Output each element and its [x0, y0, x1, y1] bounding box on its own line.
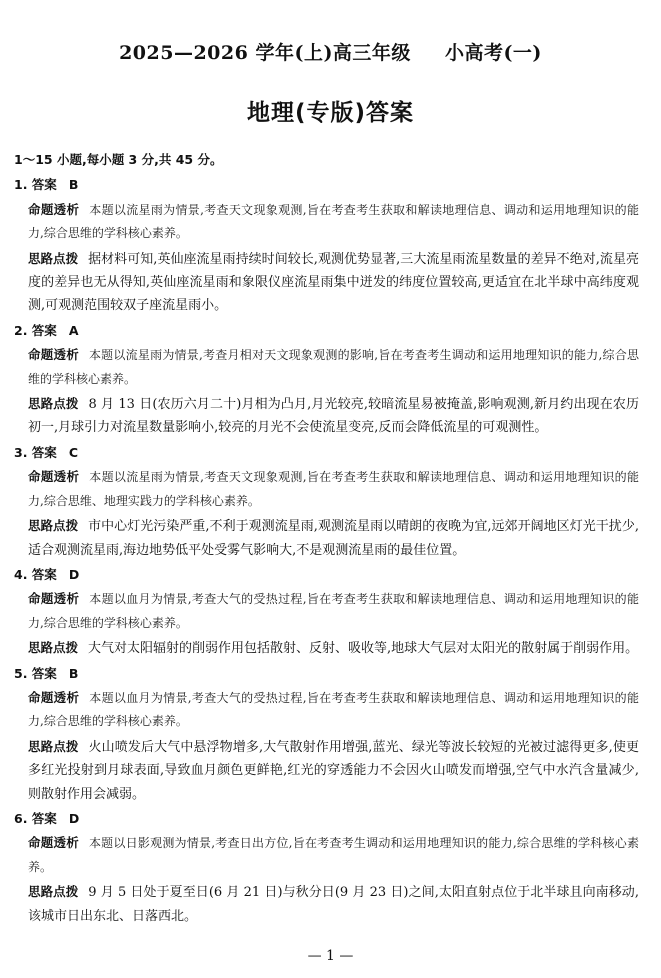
question-6 — [14, 807, 639, 928]
question-5 — [14, 662, 639, 806]
hint-text: 据材料可知,英仙座流星雨持续时间较长,观测优势显著,三大流星雨流星数量的差异不绝对,流星亮度的差异也无从得知,英仙座流星雨和象限仪座流星雨集中迸发的纬度位置较高,更适宜在北半球中高纬度观测,可观测范围较双子座流星雨小。 — [28, 251, 639, 314]
intent-text: 本题以流星雨为情景,考查月相对天文现象观测的影响,旨在考查考生调动和运用地理知识的能力,综合思维的学科核心素养。 — [28, 348, 639, 386]
answer-letter: A — [68, 322, 79, 338]
page-number: — 1 — — [307, 948, 354, 964]
intent-text: 本题以流星雨为情景,考查天文现象观测,旨在考查考生获取和解读地理信息、调动和运用地理知识的能力,综合思维、地理实践力的学科核心素养。 — [28, 470, 639, 508]
hint-paragraph — [14, 514, 639, 562]
question-heading — [14, 563, 639, 586]
scoring-instruction: 1～15 小题,每小题 3 分,共 45 分。 — [14, 152, 223, 167]
exam-round: 小高考(一) — [444, 42, 542, 64]
answer-letter: C — [68, 444, 78, 460]
intent-label: 命题透析 — [28, 689, 80, 705]
intent-label: 命题透析 — [28, 591, 80, 607]
hint-label: 思路点拨 — [28, 396, 79, 412]
intent-paragraph — [14, 465, 639, 513]
question-number: 6. 答案 — [14, 810, 57, 826]
question-heading — [14, 441, 639, 464]
intent-paragraph — [14, 831, 639, 879]
hint-paragraph — [14, 636, 639, 660]
question-heading — [14, 319, 639, 342]
question-number: 2. 答案 — [14, 322, 57, 338]
question-heading — [14, 173, 639, 196]
intent-text: 本题以日影观测为情景,考查日出方位,旨在考查考生调动和运用地理知识的能力,综合思维的学科核心素养。 — [28, 836, 639, 874]
intent-text: 本题以血月为情景,考查大气的受热过程,旨在考查考生获取和解读地理信息、调动和运用地理知识的能力,综合思维的学科核心素养。 — [28, 690, 639, 729]
hint-label: 思路点拨 — [28, 250, 79, 266]
intent-label: 命题透析 — [28, 201, 80, 217]
hint-label: 思路点拨 — [28, 518, 79, 534]
exam-session: 2025—2026 学年(上)高三年级 — [119, 42, 411, 64]
question-number: 4. 答案 — [14, 566, 57, 582]
intent-text: 本题以流星雨为情景,考查天文现象观测,旨在考查考生获取和解读地理信息、调动和运用地理知识的能力,综合思维的学科核心素养。 — [28, 202, 639, 241]
answer-letter: B — [68, 177, 79, 193]
intent-label: 命题透析 — [28, 347, 79, 363]
hint-paragraph — [14, 735, 639, 806]
question-number: 3. 答案 — [14, 444, 57, 460]
answer-content — [14, 148, 639, 929]
hint-label: 思路点拨 — [28, 884, 79, 900]
hint-paragraph — [14, 247, 639, 318]
intent-paragraph — [14, 686, 639, 734]
question-1 — [14, 173, 639, 317]
document-title: 地理(专版)答案 — [246, 100, 415, 126]
question-number: 1. 答案 — [14, 177, 57, 193]
intent-label: 命题透析 — [28, 835, 79, 851]
intent-label: 命题透析 — [28, 469, 80, 485]
hint-text: 大气对太阳辐射的削弱作用包括散射、反射、吸收等,地球大气层对太阳光的散射属于削弱作用。 — [88, 641, 639, 657]
question-2 — [14, 319, 639, 440]
answer-letter: B — [68, 665, 79, 681]
hint-text: 火山喷发后大气中悬浮物增多,大气散射作用增强,蓝光、绿光等波长较短的光被过滤得更多,使更多红光投射到月球表面,导致血月颜色更鲜艳,红光的穿透能力不会因火山喷发而增强,空气中水汽含量减少,则散射作用会减弱。 — [28, 739, 639, 802]
question-heading — [14, 807, 639, 830]
intent-paragraph — [14, 343, 639, 391]
intent-paragraph — [14, 587, 639, 635]
hint-text: 市中心灯光污染严重,不利于观测流星雨,观测流星雨以晴朗的夜晚为宜,远郊开阔地区灯光干扰少,适合观测流星雨,海边地势低平处受雾气影响大,不是观测流星雨的最佳位置。 — [28, 519, 639, 558]
question-4 — [14, 563, 639, 661]
hint-text: 8 月 13 日(农历六月二十)月相为凸月,月光较亮,较暗流星易被掩盖,影响观测,新月约出现在农历初一,月球引力对流星数量影响小,较亮的月光不会使流星变亮,反而会降低流星的可观测性。 — [28, 397, 639, 436]
intent-text: 本题以血月为情景,考查大气的受热过程,旨在考查考生获取和解读地理信息、调动和运用地理知识的能力,综合思维的学科核心素养。 — [28, 592, 639, 630]
answer-letter: D — [68, 810, 80, 826]
question-number: 5. 答案 — [14, 665, 57, 681]
hint-label: 思路点拨 — [28, 738, 79, 754]
hint-paragraph — [14, 392, 639, 440]
intent-paragraph — [14, 198, 639, 246]
exam-header — [0, 38, 661, 65]
hint-text: 9 月 5 日处于夏至日(6 月 21 日)与秋分日(9 月 23 日)之间,太阳直射点位于北半球且向南移动,该城市日出东北、日落西北。 — [28, 885, 639, 924]
answer-letter: D — [68, 566, 80, 582]
question-heading — [14, 662, 639, 685]
hint-paragraph — [14, 880, 639, 928]
hint-label: 思路点拨 — [28, 640, 79, 656]
question-3 — [14, 441, 639, 562]
